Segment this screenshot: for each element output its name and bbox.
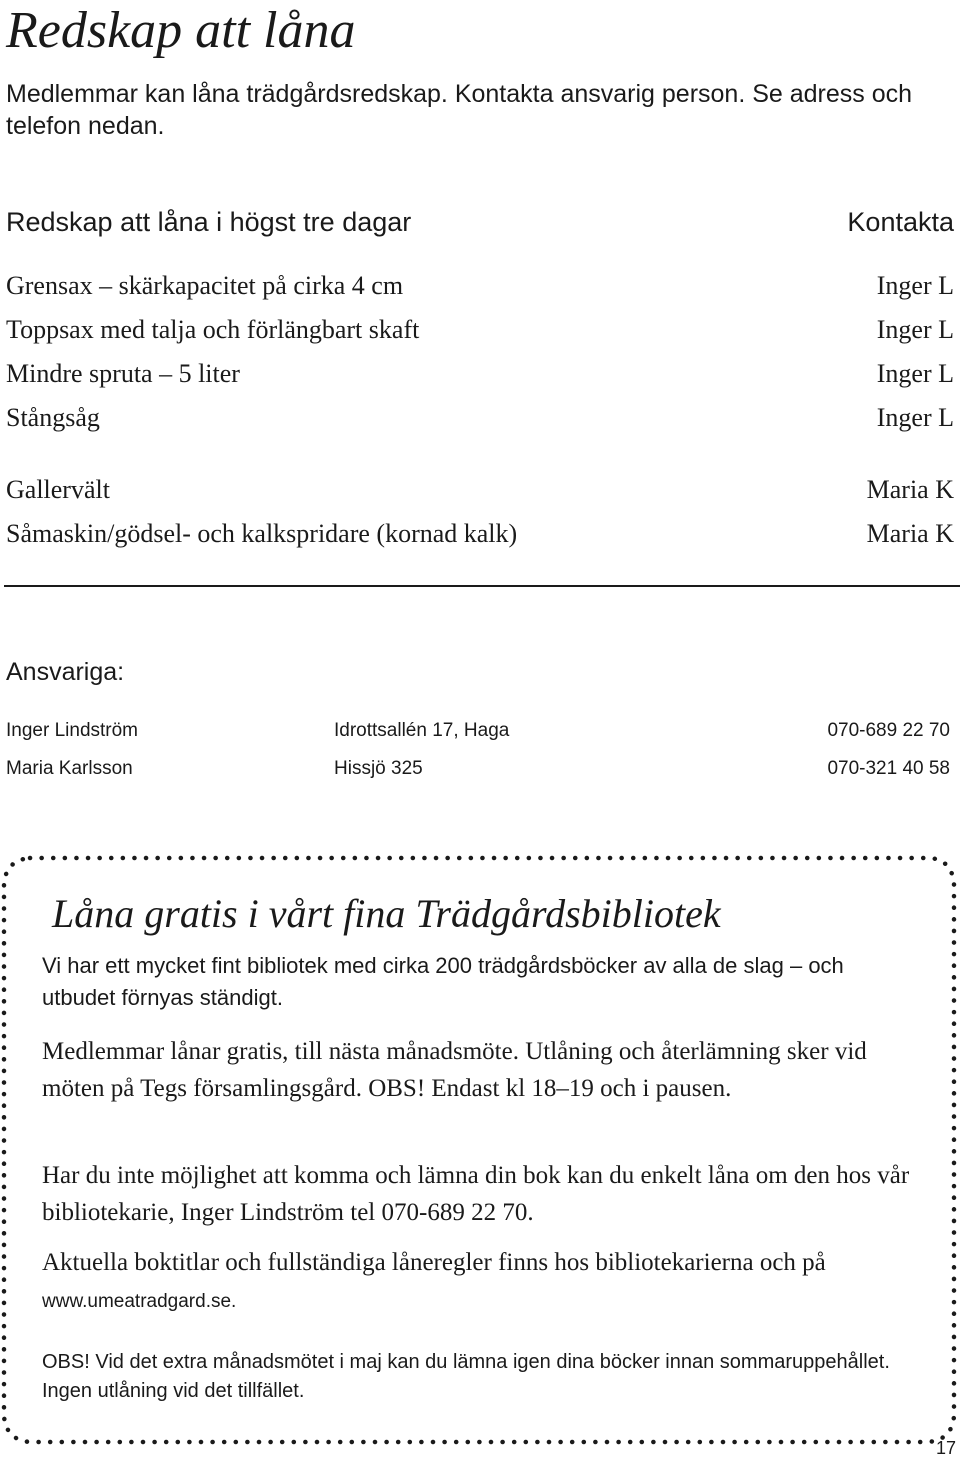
person-name: Maria Karlsson [6, 758, 133, 779]
tool-name: Mindre spruta – 5 liter [6, 359, 240, 388]
responsible-row [6, 718, 950, 744]
tool-contact: Inger L [876, 403, 954, 432]
library-paragraph [42, 1244, 912, 1320]
person-address: Hissjö 325 [334, 758, 423, 779]
tool-contact: Maria K [866, 519, 954, 548]
library-paragraph: Medlemmar lånar gratis, till nästa månadsmöte. Utlåning och återlämning sker vid möten på Tegs församlingsgård. OBS! Endast kl 18–19 och i pausen. [42, 1038, 867, 1102]
tools-heading: Redskap att låna i högst tre dagar [6, 207, 412, 237]
person-name: Inger Lindström [6, 720, 139, 741]
tool-name: Grensax – skärkapacitet på cirka 4 cm [6, 271, 404, 300]
tool-contact: Inger L [876, 359, 954, 388]
section-divider [4, 585, 960, 587]
website-link[interactable]: www.umeatradgard.se. [42, 1291, 237, 1312]
tool-name: Stångsåg [6, 403, 100, 432]
responsible-row [6, 756, 950, 782]
person-phone: 070-321 40 58 [827, 758, 950, 779]
person-address: Idrottsallén 17, Haga [334, 720, 510, 741]
tool-name: Såmaskin/gödsel- och kalkspridare (kornad kalk) [6, 519, 518, 548]
tool-contact: Inger L [876, 271, 954, 300]
library-notice: OBS! Vid det extra månadsmötet i maj kan du lämna igen dina böcker innan sommaruppehållet. Ingen utlåning vid det tillfället. [42, 1351, 890, 1402]
tool-name: Gallervält [6, 475, 110, 504]
library-lead: Vi har ett mycket fint bibliotek med cirka 200 trädgårdsböcker av alla de slag – och utbudet förnyas ständigt. [42, 953, 844, 1010]
person-phone: 070-689 22 70 [827, 720, 950, 741]
tool-contact: Maria K [866, 475, 954, 504]
page-title: Redskap att låna [6, 2, 356, 59]
library-title: Låna gratis i vårt fina Trädgårdsbibliotek [52, 891, 721, 936]
library-paragraph-text: Aktuella boktitlar och fullständiga låneregler finns hos bibliotekarierna och på [42, 1249, 826, 1276]
intro-text: Medlemmar kan låna trädgårdsredskap. Kontakta ansvarig person. Se adress och telefon nedan. [6, 80, 913, 140]
tool-contact: Inger L [876, 315, 954, 344]
library-paragraph: Har du inte möjlighet att komma och lämna din bok kan du enkelt låna om den hos vår bibliotekarie, Inger Lindström tel 070-689 22 70. [42, 1162, 910, 1226]
tool-name: Toppsax med talja och förlängbart skaft [6, 315, 420, 344]
contact-heading: Kontakta [847, 207, 954, 237]
responsible-heading: Ansvariga: [6, 658, 125, 686]
page-number: 17 [935, 1438, 956, 1458]
